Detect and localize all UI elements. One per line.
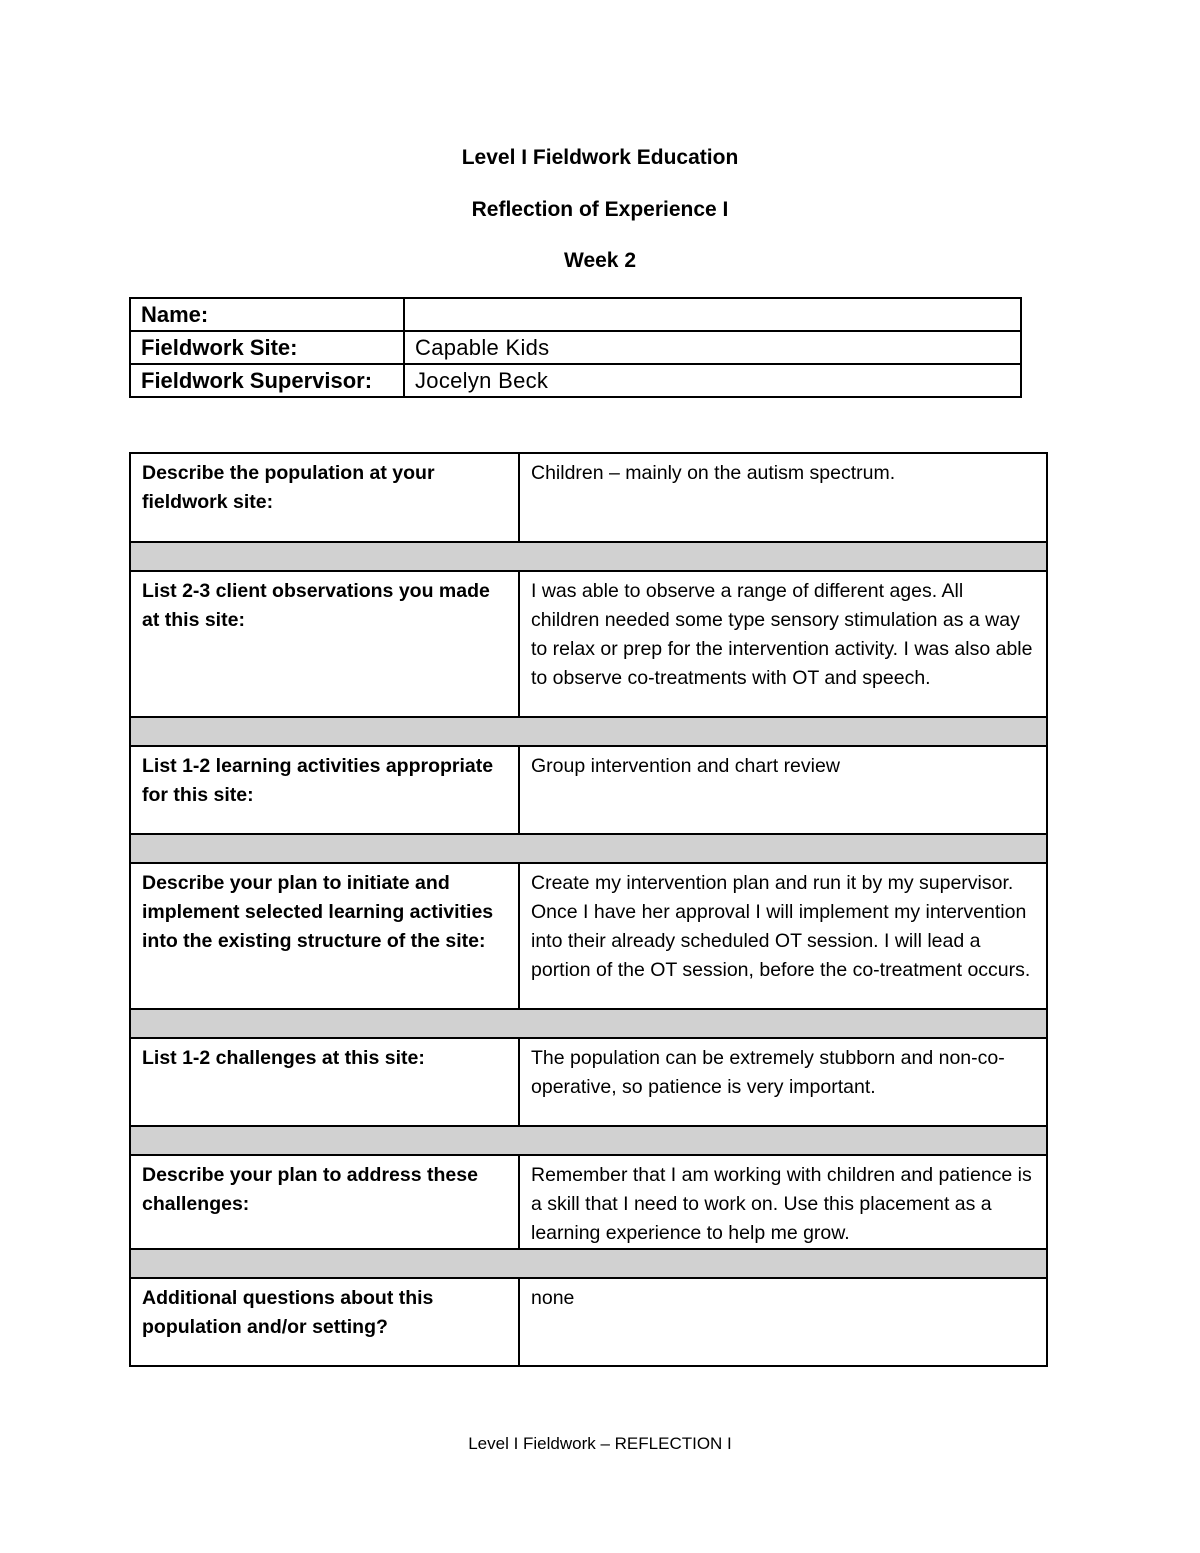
question-row <box>130 1155 1047 1249</box>
separator-cell <box>130 542 1047 571</box>
info-row-name <box>130 298 1021 331</box>
question-cell: List 2-3 client observations you made at this site: <box>130 571 519 717</box>
answer-cell: none <box>519 1278 1047 1366</box>
question-row <box>130 863 1047 1009</box>
info-label: Name: <box>130 298 404 331</box>
info-row-site <box>130 331 1021 364</box>
question-cell: List 1-2 learning activities appropriate for this site: <box>130 746 519 834</box>
separator-row <box>130 1249 1047 1278</box>
info-label: Fieldwork Supervisor: <box>130 364 404 397</box>
info-table <box>129 297 1022 398</box>
separator-cell <box>130 1249 1047 1278</box>
info-label: Fieldwork Site: <box>130 331 404 364</box>
separator-cell <box>130 1126 1047 1155</box>
question-row <box>130 571 1047 717</box>
question-cell: Describe your plan to initiate and implement selected learning activities into the existing structure of the site: <box>130 863 519 1009</box>
separator-cell <box>130 1009 1047 1038</box>
info-value: Capable Kids <box>404 331 1021 364</box>
document-subtitle: Reflection of Experience I <box>471 198 729 221</box>
question-row <box>130 1038 1047 1126</box>
question-row <box>130 746 1047 834</box>
answer-cell: Create my intervention plan and run it by my supervisor. Once I have her approval I will implement my intervention into their already scheduled OT session. I will lead a portion of the OT session, before the co-treatment occurs. <box>519 863 1047 1009</box>
question-cell: Describe your plan to address these challenges: <box>130 1155 519 1249</box>
info-value <box>404 298 1021 331</box>
question-cell: Describe the population at your fieldwork site: <box>130 453 519 542</box>
question-row <box>130 453 1047 542</box>
question-cell: Additional questions about this population and/or setting? <box>130 1278 519 1366</box>
separator-row <box>130 1126 1047 1155</box>
week-label: Week 2 <box>564 249 636 272</box>
info-value: Jocelyn Beck <box>404 364 1021 397</box>
info-row-supervisor <box>130 364 1021 397</box>
separator-row <box>130 834 1047 863</box>
reflection-table <box>129 452 1048 1367</box>
separator-row <box>130 1009 1047 1038</box>
question-cell: List 1-2 challenges at this site: <box>130 1038 519 1126</box>
answer-cell: Children – mainly on the autism spectrum. <box>519 453 1047 542</box>
answer-cell: The population can be extremely stubborn and non-co-operative, so patience is very important. <box>519 1038 1047 1126</box>
answer-cell: Group intervention and chart review <box>519 746 1047 834</box>
question-row <box>130 1278 1047 1366</box>
page-footer: Level I Fieldwork – REFLECTION I <box>468 1434 732 1453</box>
document-title: Level I Fieldwork Education <box>461 146 739 169</box>
answer-cell: I was able to observe a range of different ages. All children needed some type sensory stimulation as a way to relax or prep for the intervention activity. I was also able to observe co-treatments with OT and speech. <box>519 571 1047 717</box>
answer-cell: Remember that I am working with children and patience is a skill that I need to work on. Use this placement as a learning experience to help me grow. <box>519 1155 1047 1249</box>
separator-cell <box>130 717 1047 746</box>
separator-row <box>130 717 1047 746</box>
separator-cell <box>130 834 1047 863</box>
separator-row <box>130 542 1047 571</box>
